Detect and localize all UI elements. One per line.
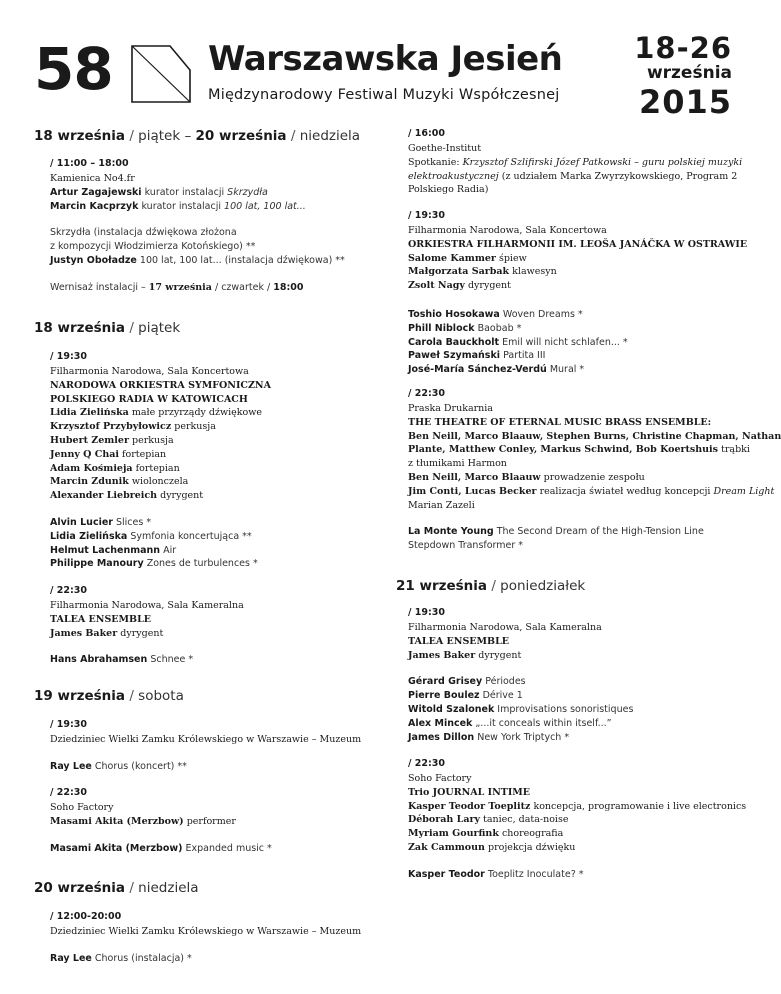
day-heading: 19 września / sobota	[34, 688, 184, 704]
work-line: z kompozycji Włodzimierza Kotońskiego) **	[50, 241, 256, 253]
performer-line: Krzysztof Przybyłowicz perkusja	[50, 421, 216, 433]
work-line: Ray Lee Chorus (instalacja) *	[50, 952, 192, 964]
event-description: elektroakustycznej (z udziałem Marka Zwyrzykowskiego, Program 2	[408, 170, 738, 182]
event-time: / 11:00 – 18:00	[50, 158, 129, 169]
ensemble-name: POLSKIEGO RADIA W KATOWICACH	[50, 393, 248, 405]
event-time: / 22:30	[50, 787, 88, 798]
ensemble-name: NARODOWA ORKIESTRA SYMFONICZNA	[50, 379, 271, 391]
performer-line: Ben Neill, Marco Blaauw prowadzenie zespołu	[408, 471, 645, 483]
work-line: Alex Mincek „...it conceals within itself...”	[408, 717, 612, 729]
performer-line: Zak Cammoun projekcja dźwięku	[408, 841, 576, 853]
work-line: Paweł Szymański Partita III	[408, 350, 546, 362]
festival-edition-number: 58	[34, 35, 113, 103]
work-line: Pierre Boulez Dérive 1	[408, 690, 523, 702]
work-line: Hans Abrahamsen Schnee *	[50, 654, 194, 666]
event-venue: Dziedziniec Wielki Zamku Królewskiego w Warszawie – Muzeum	[50, 926, 362, 937]
event-venue: Kamienica No4.fr	[50, 173, 135, 184]
work-line: Masami Akita (Merzbow) Expanded music *	[50, 842, 272, 854]
work-line: Stepdown Transformer *	[408, 540, 524, 552]
performer-line: Salome Kammer śpiew	[408, 252, 527, 264]
event-block	[408, 607, 738, 744]
event-time: / 12:00-20:00	[50, 911, 122, 922]
work-line: La Monte Young The Second Dream of the High-Tension Line	[408, 526, 704, 538]
event-time: / 19:30	[50, 719, 88, 730]
performer-line: Déborah Lary taniec, data-noise	[408, 814, 569, 826]
event-block	[50, 719, 380, 774]
performer-line: Kasper Teodor Toeplitz koncepcja, programowanie i live electronics	[408, 800, 747, 812]
performer-line: James Baker dyrygent	[50, 627, 164, 639]
event-venue: Soho Factory	[408, 773, 472, 784]
event-venue: Praska Drukarnia	[408, 403, 493, 414]
work-line: Witold Szalonek Improvisations sonoristiques	[408, 703, 634, 715]
performer-line: James Baker dyrygent	[408, 649, 522, 661]
day-heading: 20 września / niedziela	[34, 880, 199, 896]
day-heading: 21 września / poniedziałek	[396, 578, 586, 594]
vernissage-line: Wernisaż instalacji – 17 września / czwartek / 18:00	[50, 281, 304, 293]
performer-line: Adam Kośmieja fortepian	[50, 462, 180, 474]
performer-line: Marcin Zdunik wiolonczela	[50, 476, 189, 488]
festival-year: 2015	[638, 83, 732, 121]
event-time: / 19:30	[408, 210, 446, 221]
event-time: / 22:30	[408, 388, 446, 399]
work-line: Lidia Zielińska Symfonia koncertująca **	[50, 530, 252, 542]
event-venue: Filharmonia Narodowa, Sala Kameralna	[408, 622, 602, 633]
festival-subtitle: Międzynarodowy Festiwal Muzyki Współczesnej	[208, 87, 560, 103]
members-line: z tłumikami Harmon	[408, 458, 507, 470]
performer-line: Marcin Kacprzyk kurator instalacji 100 lat, 100 lat...	[50, 200, 306, 212]
event-venue: Goethe-Institut	[408, 143, 482, 154]
event-time: / 16:00	[408, 128, 446, 139]
work-line: Gérard Grisey Périodes	[408, 676, 526, 688]
event-venue: Filharmonia Narodowa, Sala Koncertowa	[408, 225, 607, 236]
performer-line: Marian Zazeli	[408, 499, 475, 511]
event-time: / 19:30	[50, 351, 88, 362]
ensemble-name: TALEA ENSEMBLE	[50, 613, 152, 625]
dates-range: 18-26	[634, 31, 732, 65]
event-block	[408, 388, 781, 553]
event-time: / 22:30	[408, 758, 446, 769]
event-time: / 22:30	[50, 585, 88, 596]
work-line: Carola Bauckholt Emil will nicht schlafen... *	[408, 336, 628, 348]
event-block	[408, 128, 743, 197]
event-block	[50, 911, 380, 966]
members-line: Plante, Matthew Conley, Markus Schwind, Bob Koertshuis trąbki	[408, 444, 750, 456]
work-line: Philippe Manoury Zones de turbulences *	[50, 558, 258, 570]
work-line: Ray Lee Chorus (koncert) **	[50, 760, 187, 772]
ensemble-name: TALEA ENSEMBLE	[408, 635, 510, 647]
festival-logo-icon	[130, 44, 192, 104]
members-line: Ben Neill, Marco Blaauw, Stephen Burns, Christine Chapman, Nathan	[408, 430, 781, 442]
performer-line: Artur Zagajewski kurator instalacji Skrzydła	[50, 186, 268, 198]
event-venue: Filharmonia Narodowa, Sala Kameralna	[50, 600, 244, 611]
performer-line: Zsolt Nagy dyrygent	[408, 280, 511, 292]
day-heading: 18 września / piątek – 20 września / niedziela	[34, 128, 361, 144]
event-venue: Soho Factory	[50, 802, 114, 813]
performer-line: Hubert Zemler perkusja	[50, 434, 174, 446]
festival-dates	[634, 31, 732, 121]
performer-line: Myriam Gourfink choreografia	[408, 828, 564, 840]
performer-line: Jim Conti, Lucas Becker realizacja świateł według koncepcji Dream Light	[408, 485, 775, 497]
work-line: Kasper Teodor Toeplitz Inoculate? *	[408, 868, 584, 880]
work-line: Helmut Lachenmann Air	[50, 544, 177, 556]
event-time: / 19:30	[408, 607, 446, 618]
event-block	[50, 787, 380, 855]
performer-line: Małgorzata Sarbak klawesyn	[408, 266, 557, 278]
day-heading: 18 września / piątek	[34, 320, 181, 336]
ensemble-name: THE THEATRE OF ETERNAL MUSIC BRASS ENSEMBLE:	[408, 416, 712, 428]
work-line: Alvin Lucier Slices *	[50, 516, 152, 528]
performer-line: Alexander Liebreich dyrygent	[50, 490, 204, 502]
ensemble-name: ORKIESTRA FILHARMONII IM. LEOŠA JANÁČKA W OSTRAWIE	[408, 238, 748, 250]
event-block	[408, 758, 747, 882]
dates-month: września	[646, 63, 732, 83]
performer-line: Masami Akita (Merzbow) performer	[50, 815, 236, 827]
event-description: Spotkanie: Krzysztof Szlifirski Józef Patkowski – guru polskiej muzyki	[408, 156, 743, 168]
event-venue: Filharmonia Narodowa, Sala Koncertowa	[50, 366, 249, 377]
performer-line: Jenny Q Chai fortepian	[50, 448, 167, 460]
work-line: Skrzydła (instalacja dźwiękowa złożona	[50, 227, 237, 239]
event-block	[50, 585, 380, 667]
ensemble-name: Trio JOURNAL INTIME	[408, 786, 531, 798]
event-block	[50, 351, 380, 571]
event-block	[50, 158, 380, 295]
performer-line: Lidia Zielińska małe przyrządy dźwiękowe	[50, 407, 263, 419]
festival-title: Warszawska Jesień	[208, 39, 563, 79]
event-description: Polskiego Radia)	[408, 184, 489, 196]
work-line: Justyn Oboładze 100 lat, 100 lat... (instalacja dźwiękowa) **	[50, 254, 345, 266]
work-line: Toshio Hosokawa Woven Dreams *	[408, 308, 583, 320]
work-line: José-María Sánchez-Verdú Mural *	[408, 364, 585, 376]
work-line: Phill Niblock Baobab *	[408, 322, 522, 334]
event-block	[408, 210, 748, 377]
event-venue: Dziedziniec Wielki Zamku Królewskiego w Warszawie – Muzeum	[50, 734, 362, 745]
work-line: James Dillon New York Triptych *	[408, 731, 570, 743]
